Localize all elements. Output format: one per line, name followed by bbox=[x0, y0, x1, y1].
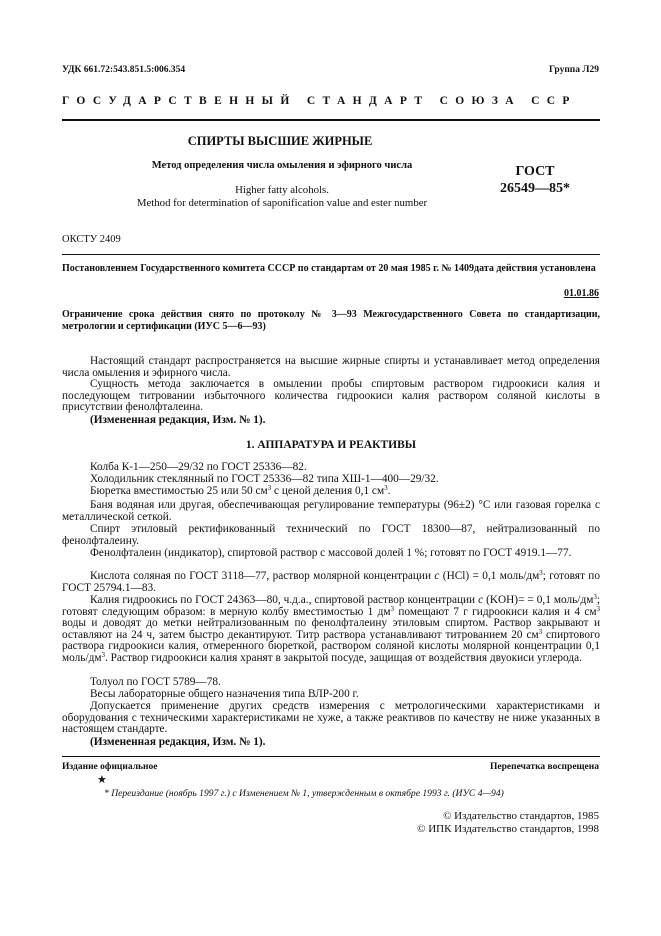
okstu-code: ОКСТУ 2409 bbox=[62, 234, 121, 245]
resolution-text: Постановлением Государственного комитета СССР по стандартам от 20 мая 1985 г. № 1409дата действия установлена bbox=[62, 263, 596, 274]
group-code: Группа Л29 bbox=[548, 65, 599, 75]
header-divider bbox=[62, 119, 600, 121]
intro-paragraph-2: Сущность метода заключается в омылении пробы спиртовым раствором гидроокиси калия и последующем титровании избыточного количества гидроокиси калия раствором соляной кислоты в присутствии фенолфталеина. bbox=[62, 378, 600, 414]
gost-label: ГОСТ bbox=[515, 164, 555, 179]
english-title-line2: Method for determination of saponification value and ester number bbox=[136, 196, 428, 209]
item-condenser: Холодильник стеклянный по ГОСТ 25336—82 типа ХШ-1—400—29/32. bbox=[90, 473, 439, 485]
item-hydrochloric-acid: Кислота соляная по ГОСТ 3118—77, раствор молярной концентрации c (HCl) = 0,1 моль/$дм^3$; готовят по ГОСТ 25794.1—83. bbox=[62, 569, 600, 594]
footer-divider bbox=[62, 756, 600, 757]
item-ethanol: Спирт этиловый ректификованный технический по ГОСТ 18300—87, нейтрализованный по фенолфталеину. bbox=[62, 523, 600, 547]
limitation-note: Ограничение срока действия снято по протоколу № 3—93 Межгосударственного Совета по стандартизации, метрологии и сертификации (ИУС 5—6—93) bbox=[62, 309, 600, 332]
english-title-line1: Higher fatty alcohols. bbox=[235, 184, 329, 196]
gost-number: 26549—85* bbox=[500, 181, 570, 196]
official-edition: Издание официальное bbox=[62, 762, 158, 772]
section-1-amendment: (Измененная редакция, Изм. № 1). bbox=[90, 736, 266, 748]
item-flask: Колба К-1—250—29/32 по ГОСТ 25336—82. bbox=[90, 461, 307, 473]
item-toluene: Толуол по ГОСТ 5789—78. bbox=[90, 676, 221, 688]
effective-date: 01.01.86 bbox=[564, 288, 599, 299]
copyright-1998: © ИПК Издательство стандартов, 1998 bbox=[417, 823, 599, 835]
item-phenolphthalein: Фенолфталеин (индикатор), спиртовой раствор с массовой долей 1 %; готовят по ГОСТ 4919.1—77. bbox=[90, 547, 572, 559]
gost-designation bbox=[480, 163, 590, 197]
english-title bbox=[62, 184, 502, 209]
copyright-1985: © Издательство стандартов, 1985 bbox=[443, 810, 599, 822]
udk-code: УДК 661.72:543.851.5:006.354 bbox=[62, 65, 186, 75]
item-scales: Весы лабораторные общего назначения типа ВЛР-200 г. bbox=[90, 688, 359, 700]
state-standard-banner: ГОСУДАРСТВЕННЫЙ СТАНДАРТ СОЮЗА ССР bbox=[62, 95, 577, 107]
intro-paragraph-1: Настоящий стандарт распространяется на высшие жирные спирты и устанавливает метод определения числа омыления и эфирного числа. bbox=[62, 355, 600, 379]
intro-amendment: (Измененная редакция, Изм. № 1). bbox=[90, 414, 266, 426]
okstu-divider bbox=[62, 254, 600, 255]
section-1-heading: 1. АППАРАТУРА И РЕАКТИВЫ bbox=[245, 439, 417, 451]
document-subtitle: Метод определения числа омыления и эфирного числа bbox=[151, 160, 413, 171]
reprint-prohibited: Перепечатка воспрещена bbox=[489, 762, 599, 772]
reissue-note: * Переиздание (ноябрь 1997 г.) с Изменением № 1, утвержденным в октябре 1993 г. (ИУС 4—94) bbox=[104, 788, 504, 799]
star-icon: ★ bbox=[97, 774, 107, 786]
item-burette: Бюретка вместимостью 25 или 50 $см^3$ с ценой деления 0,1 $см^3$. bbox=[90, 484, 391, 497]
item-alternatives: Допускается применение других средств измерения с метрологическими характеристиками и оборудования с техническими характеристиками не хуже, а также реактивов по качеству не ниже указанных в настоящем стандарте. bbox=[62, 700, 600, 736]
item-potassium-hydroxide: Калия гидроокись по ГОСТ 24363—80, ч.д.а., спиртовой раствор концентрации c (KOH)= = 0,1 моль/$дм^3$; готовят следующим образом: в мерную колбу вместимостью 1 $дм^3$ помещают 7 г гидроокиси калия и 4 $см^3$ воды и доводят до метки нейтрализованным по фенолфталеину этиловым спиртом. Раствор закрывают и оставляют на 24 ч, затем быстро декантируют. Титр раствора устанавливают титрованием 20 $см^3$ спиртового раствора гидроокиси калия, отмеренного бюреткой, раствором соляной кислоты молярной концентрации 0,1 моль/$дм^3$. Раствор гидроокиси калия хранят в закрытой посуде, защищая от воздействия двуокиси углерода. bbox=[62, 593, 601, 664]
document-title: СПИРТЫ ВЫСШИЕ ЖИРНЫЕ bbox=[187, 134, 373, 148]
item-bath: Баня водяная или другая, обеспечивающая регулирование температуры (96±2) °С или газовая горелка с металлической сеткой. bbox=[62, 499, 600, 523]
